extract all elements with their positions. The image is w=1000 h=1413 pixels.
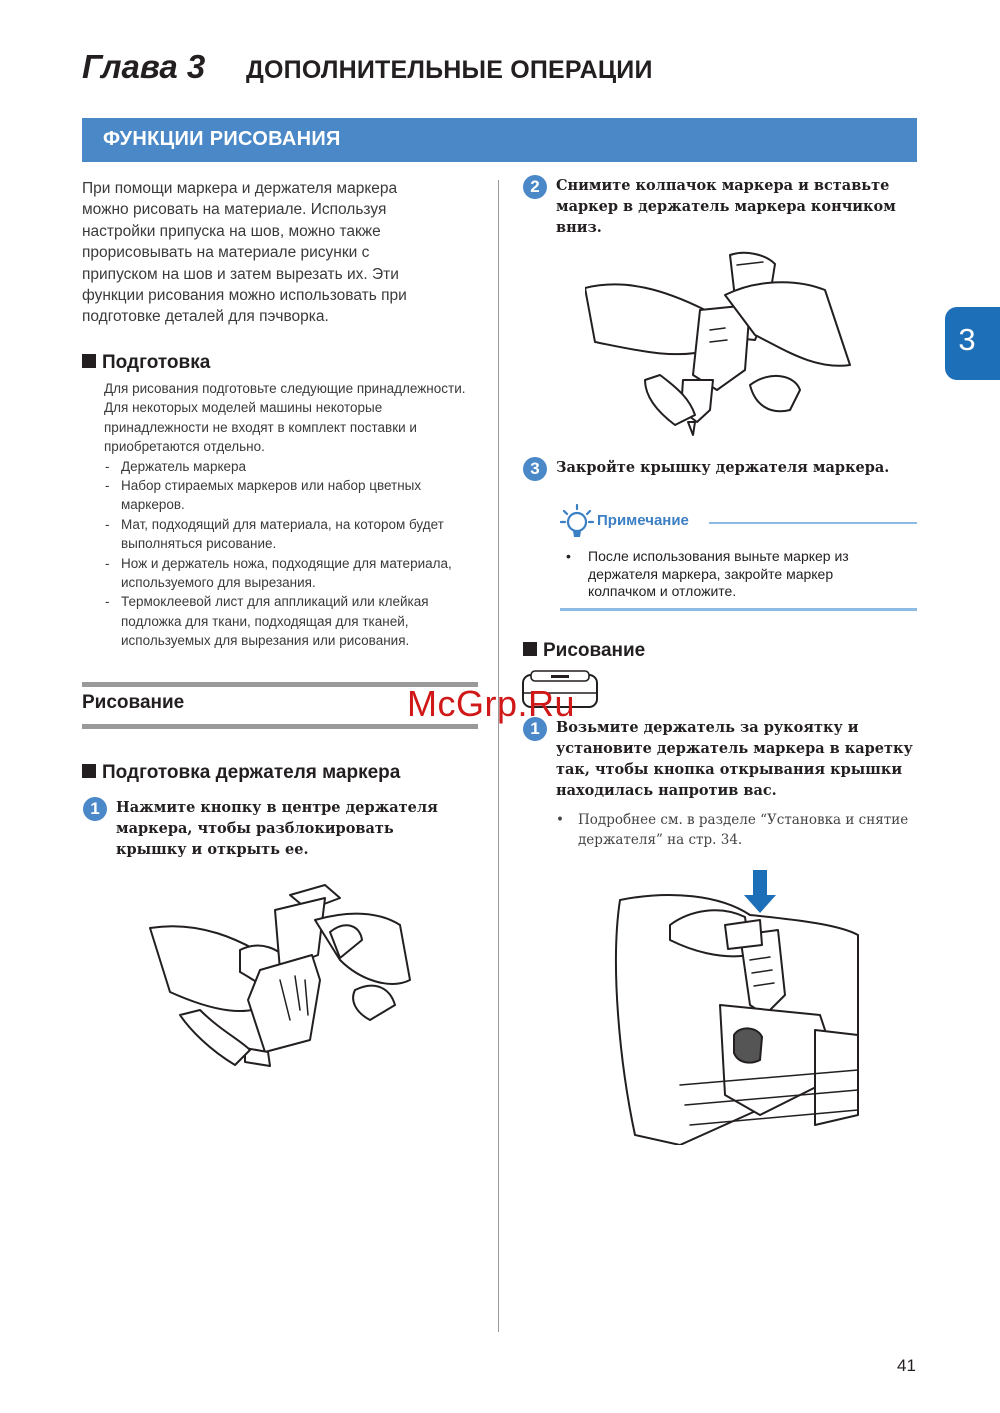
list-item: - Нож и держатель ножа, подходящие для материала, используемого для вырезания. — [104, 554, 484, 593]
watermark-text: McGrp.Ru — [407, 683, 576, 724]
step-3-close-cover — [523, 457, 918, 481]
step-2-insert-marker — [523, 175, 918, 238]
unlock-holder-illustration — [140, 880, 470, 1070]
preparation-intro: Для рисования подготовьте следующие принадлежности. Для некоторых моделей машины некоторые принадлежности не входят в комплект поставки и приобретаются отдельно. — [104, 381, 466, 455]
intro-paragraph: При помощи маркера и держателя маркера можно рисовать на материале. Используя настройки припуска на шов, можно также прорисовывать на материале рисунки с припуском на шов и затем вырезать их. Эти функции рисования можно использовать при подготовке деталей для пэчворка. — [82, 180, 407, 326]
step-text: Снимите колпачок маркера и вставьте маркер в держатель маркера кончиком вниз. — [556, 177, 896, 236]
square-bullet-icon — [82, 354, 96, 368]
note-bulb-icon — [560, 503, 594, 539]
accessory-list — [104, 457, 484, 651]
step-text: Возьмите держатель за рукоятку и установите держатель маркера в каретку так, чтобы кнопка открывания крышки находилась напротив вас. — [556, 719, 913, 799]
step-1-install-holder — [523, 717, 918, 801]
page-number: 41 — [897, 1356, 916, 1375]
reference-bullet: • Подробнее см. в разделе “Установка и снятие держателя” на стр. 34. — [556, 810, 916, 850]
step-number: 1 — [523, 717, 547, 741]
note-title: Примечание — [597, 512, 689, 529]
note-bottom-rule — [560, 608, 917, 611]
step-text: Нажмите кнопку в центре держателя маркера, чтобы разблокировать крышку и открыть ее. — [116, 799, 438, 858]
down-arrow-icon — [744, 870, 776, 913]
step-number: 2 — [523, 175, 547, 199]
chapter-label: Глава 3 — [82, 48, 206, 85]
step-1-unlock — [83, 797, 463, 860]
note-bullet-text: После использования выньте маркер из держателя маркера, закройте маркер колпачком и отложите. — [588, 548, 849, 599]
list-item: - Набор стираемых маркеров или набор цветных маркеров. — [104, 476, 484, 515]
chapter-tab-number: 3 — [958, 322, 976, 357]
note-bullet: • После использования выньте маркер из держателя маркера, закройте маркер колпачком и отложите. — [566, 548, 886, 601]
square-bullet-icon — [82, 764, 96, 778]
chapter-tab[interactable] — [945, 307, 1000, 380]
step-text: Закройте крышку держателя маркера. — [556, 459, 890, 476]
reference-text: Подробнее см. в разделе “Установка и снятие держателя” на стр. 34. — [578, 812, 909, 848]
list-item: - Мат, подходящий для материала, на котором будет выполняться рисование. — [104, 515, 484, 554]
step-number: 1 — [83, 797, 107, 821]
note-rule — [709, 522, 917, 524]
list-item: - Держатель маркера — [104, 457, 484, 476]
install-holder-illustration — [600, 865, 860, 1145]
insert-marker-illustration — [585, 250, 855, 440]
column-divider — [498, 180, 499, 1332]
section-banner-title: ФУНКЦИИ РИСОВАНИЯ — [103, 128, 341, 150]
section-banner — [82, 118, 917, 162]
preparation-text — [104, 379, 484, 651]
drawing-band-title: Рисование — [82, 692, 185, 713]
holder-prep-heading: Подготовка держателя маркера — [82, 762, 400, 784]
step-number: 3 — [523, 457, 547, 481]
list-item: - Термоклеевой лист для аппликаций или клейкая подложка для ткани, подходящая для тканей, используемых для вырезания или рисования. — [104, 592, 484, 650]
chapter-title: ДОПОЛНИТЕЛЬНЫЕ ОПЕРАЦИИ — [246, 56, 653, 84]
drawing-heading: Рисование — [523, 640, 645, 662]
square-bullet-icon — [523, 642, 537, 656]
preparation-heading: Подготовка — [82, 352, 210, 374]
